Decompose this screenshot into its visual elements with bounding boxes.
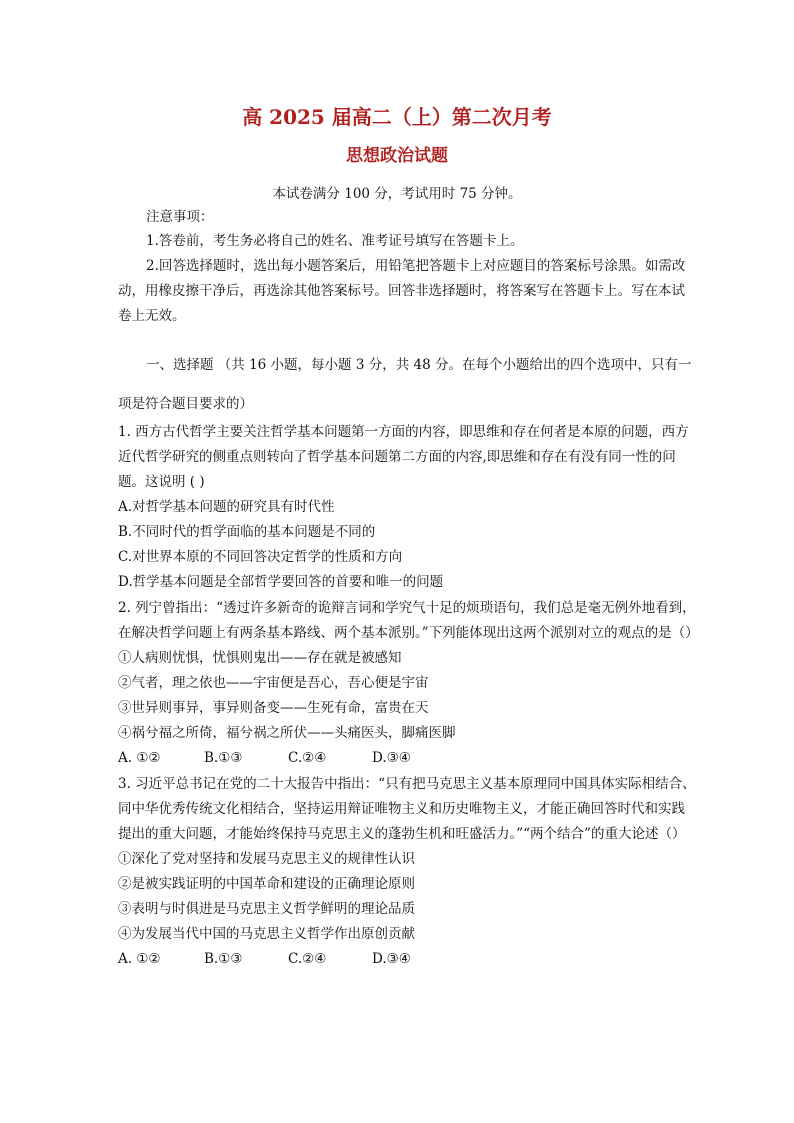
statement-1: ①深化了党对坚持和发展马克思主义的规律性认识 bbox=[118, 851, 415, 867]
choice-a: A. ①② bbox=[118, 750, 161, 766]
answer-choices bbox=[118, 746, 698, 771]
question-stem: 3. 习近平总书记在党的二十大报告中指出：“只有把马克思主义基本原理同中国具体实际相结合、同中华优秀传统文化相结合，坚持运用辩证唯物主义和历史唯物主义，才能正确回答时代和实践提出的重大问题，才能始终保持马克思主义的蓬勃生机和旺盛活力。”“两个结合”的重大论述（） bbox=[118, 776, 696, 842]
exam-title: 高 2025 届高二（上）第二次月考 bbox=[242, 105, 552, 129]
answer-option-d: D.哲学基本问题是全部哲学要回答的首要和唯一的问题 bbox=[118, 574, 444, 590]
note-item-2: 2.回答选择题时，选出每小题答案后，用铅笔把答题卡上对应题目的答案标号涂黑。如需改动，用橡皮擦干净后，再选涂其他答案标号。回答非选择题时，将答案写在答题卡上。写在本试卷上无效。 bbox=[118, 258, 686, 324]
statement-4: ④为发展当代中国的马克思主义哲学作出原创贡献 bbox=[118, 926, 415, 942]
exam-info: 本试卷满分 100 分，考试用时 75 分钟。 bbox=[272, 186, 522, 202]
statement-2: ②是被实践证明的中国革命和建设的正确理论原则 bbox=[118, 876, 415, 892]
choice-a: A. ①② bbox=[118, 951, 161, 967]
notes-heading: 注意事项： bbox=[146, 209, 214, 225]
question-3 bbox=[118, 772, 698, 972]
statement-4: ④祸兮福之所倚，福兮祸之所伏——头痛医头，脚痛医脚 bbox=[118, 725, 456, 741]
answer-option-b: B.不同时代的哲学面临的基本问题是不同的 bbox=[118, 524, 376, 540]
choice-d: D.③④ bbox=[372, 750, 411, 766]
question-stem: 2. 列宁曾指出：“透过许多新奇的诡辩言词和学究气十足的烦琐语句，我们总是毫无例外地看到，在解决哲学问题上有两条基本路线、两个基本派别。”下列能体现出这两个派别对立的观点的是（） bbox=[118, 600, 699, 641]
statement-3: ③世异则事异，事异则备变——生死有命，富贵在天 bbox=[118, 700, 429, 716]
statement-3: ③表明与时俱进是马克思主义哲学鲜明的理论品质 bbox=[118, 901, 415, 917]
statement-2: ②气者，理之依也——宇宙便是吾心，吾心便是宇宙 bbox=[118, 675, 429, 691]
choice-c: C.②④ bbox=[288, 951, 327, 967]
statement-1: ①人病则忧惧，忧惧则鬼出——存在就是被感知 bbox=[118, 650, 402, 666]
choice-b: B.①③ bbox=[204, 750, 243, 766]
answer-option-a: A.对哲学基本问题的研究具有时代性 bbox=[118, 499, 335, 515]
choice-d: D.③④ bbox=[372, 951, 411, 967]
subject-title: 思想政治试题 bbox=[346, 146, 448, 166]
answer-option-c: C.对世界本原的不同回答决定哲学的性质和方向 bbox=[118, 549, 403, 565]
question-1 bbox=[118, 420, 698, 595]
section-heading: 一、选择题 （共 16 小题，每小题 3 分，共 48 分。在每个小题给出的四个选项中，只有一项是符合题目要求的） bbox=[118, 357, 692, 412]
question-stem: 1. 西方古代哲学主要关注哲学基本问题第一方面的内容，即思维和存在何者是本原的问题，西方近代哲学研究的侧重点则转向了哲学基本问题第二方面的内容,即思维和存在有没有同一性的问题。这说明 ( ) bbox=[118, 424, 689, 490]
choice-b: B.①③ bbox=[204, 951, 243, 967]
note-item-1: 1.答卷前，考生务必将自己的姓名、准考证号填写在答题卡上。 bbox=[146, 233, 524, 249]
question-2 bbox=[118, 596, 698, 771]
answer-choices bbox=[118, 947, 698, 972]
choice-c: C.②④ bbox=[288, 750, 327, 766]
